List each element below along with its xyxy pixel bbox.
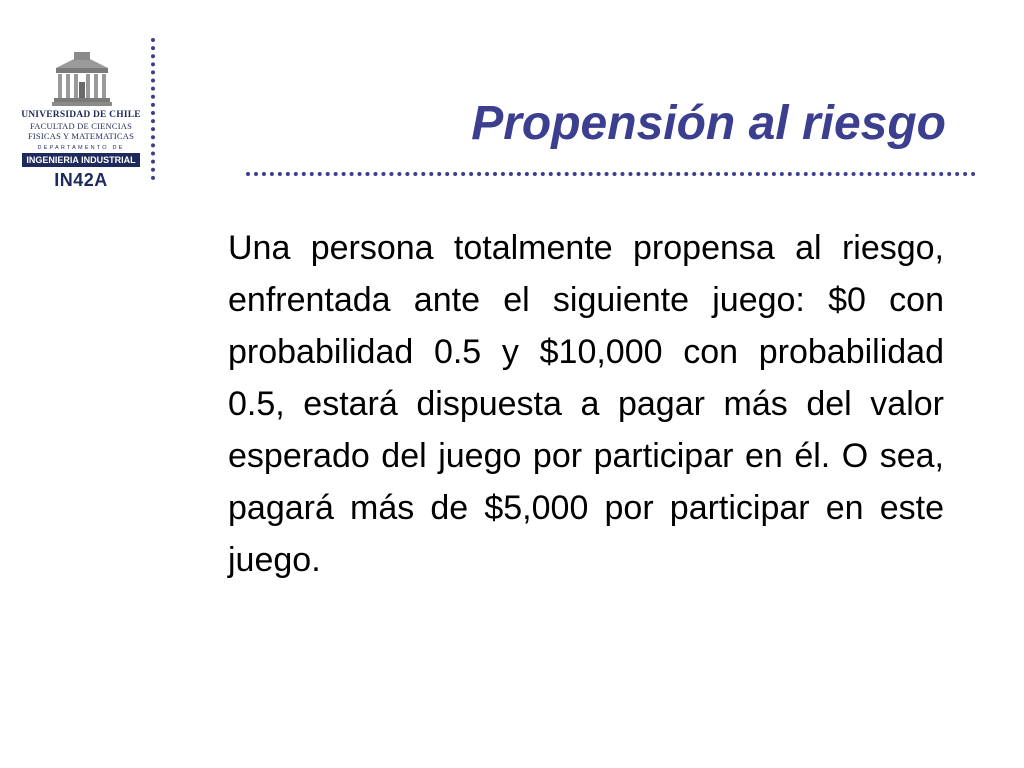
body-paragraph: Una persona totalmente propensa al riesgo, enfrentada ante el siguiente juego: $0 con probabilidad 0.5 y $10,000 con probabilidad 0.5, estará dispuesta a pagar más del valor esperado del juego por participar en él. O sea, pagará más de $5,000 por participar en este juego.	[228, 229, 944, 579]
logo-university-text: UNIVERSIDAD DE CHILE	[21, 110, 141, 120]
slide-title: Propensión al riesgo	[471, 97, 946, 150]
building-emblem-icon	[52, 52, 112, 106]
title-dotted-underline	[246, 172, 976, 176]
logo-department-text: DEPARTAMENTO DE	[37, 145, 125, 151]
logo-faculty-text-2: FISICAS Y MATEMATICAS	[27, 131, 135, 141]
logo-department-band: INGENIERIA INDUSTRIAL	[22, 153, 140, 167]
vertical-dotted-divider	[151, 38, 159, 180]
course-code: IN42A	[54, 170, 108, 190]
logo-faculty-text-1: FACULTAD DE CIENCIAS	[29, 121, 133, 131]
